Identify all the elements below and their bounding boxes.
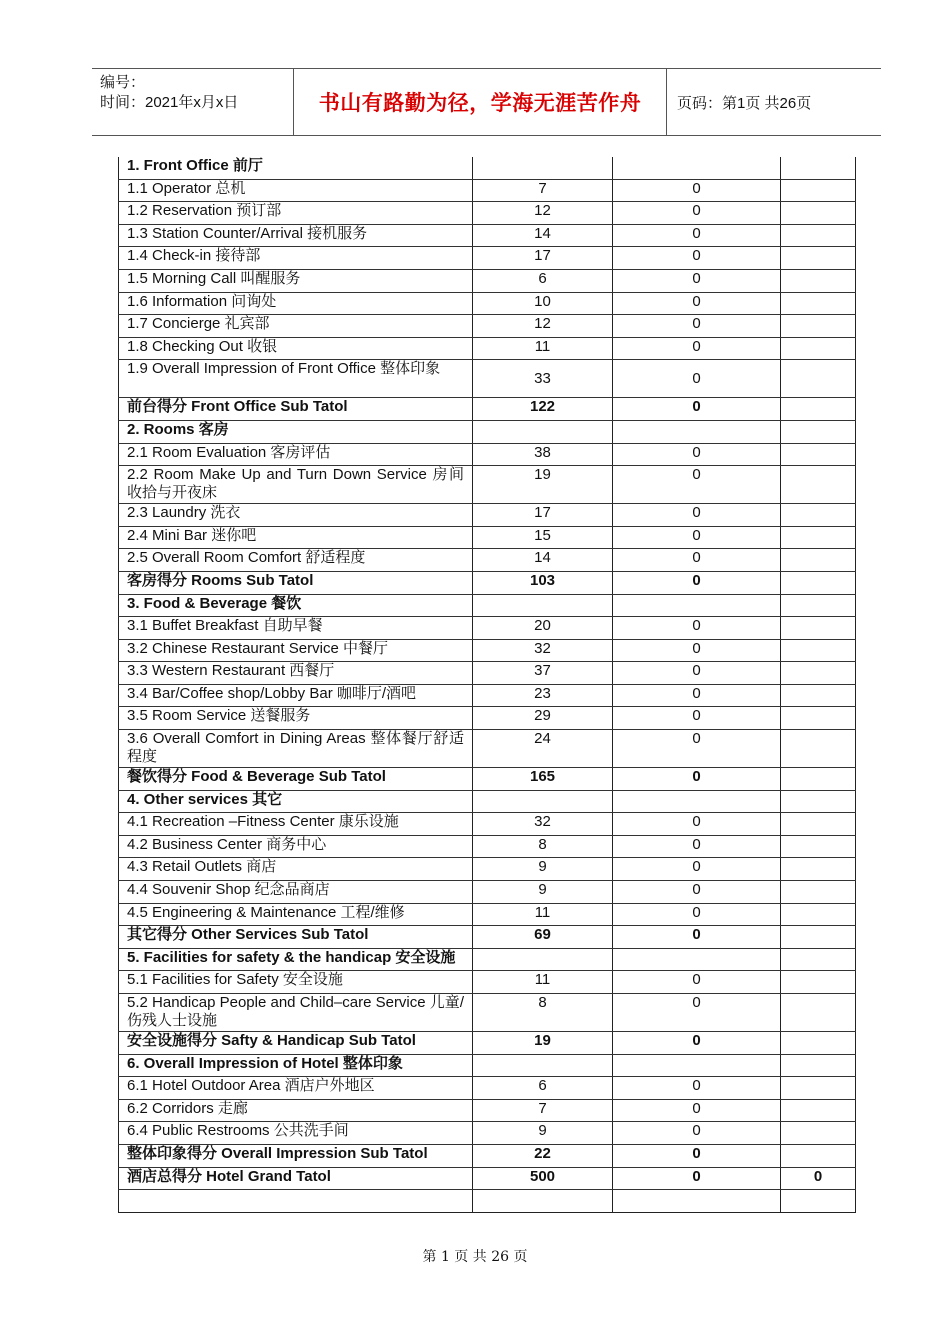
row-extra (781, 594, 856, 617)
table-row (119, 768, 856, 791)
row-actual-score: 0 (613, 398, 781, 421)
row-actual-score: 0 (613, 315, 781, 338)
row-description: 5.2 Handicap People and Child–care Service 儿童/伤残人士设施 (119, 994, 473, 1032)
table-row (119, 1190, 856, 1213)
table-row (119, 1144, 856, 1167)
row-max-score: 7 (473, 1099, 613, 1122)
table-row (119, 247, 856, 270)
table-row (119, 1122, 856, 1145)
row-extra (781, 549, 856, 572)
row-description: 1.3 Station Counter/Arrival 接机服务 (119, 224, 473, 247)
table-row (119, 179, 856, 202)
table-row (119, 730, 856, 768)
row-extra (781, 903, 856, 926)
row-extra (781, 768, 856, 791)
row-max-score: 24 (473, 730, 613, 768)
row-description: 1.9 Overall Impression of Front Office 整体印象 (119, 360, 473, 398)
row-max-score: 7 (473, 179, 613, 202)
row-actual-score: 0 (613, 571, 781, 594)
table-row (119, 858, 856, 881)
row-actual-score: 0 (613, 881, 781, 904)
row-extra (781, 1032, 856, 1055)
row-actual-score: 0 (613, 1167, 781, 1190)
row-description: 2.4 Mini Bar 迷你吧 (119, 526, 473, 549)
row-description: 整体印象得分 Overall Impression Sub Tatol (119, 1144, 473, 1167)
row-extra (781, 835, 856, 858)
header-meta (92, 69, 293, 135)
header-page-info: 页码：第1页 共26页 (677, 94, 812, 112)
table-row (119, 571, 856, 594)
row-max-score (473, 1190, 613, 1213)
row-extra (781, 420, 856, 443)
row-max-score (473, 420, 613, 443)
row-description: 1.2 Reservation 预订部 (119, 202, 473, 225)
table-row (119, 157, 856, 179)
row-max-score: 500 (473, 1167, 613, 1190)
row-actual-score: 0 (613, 202, 781, 225)
table-row (119, 813, 856, 836)
row-description: 3.4 Bar/Coffee shop/Lobby Bar 咖啡厅/酒吧 (119, 684, 473, 707)
row-max-score: 103 (473, 571, 613, 594)
table-row (119, 790, 856, 813)
row-extra (781, 526, 856, 549)
table-row (119, 420, 856, 443)
row-actual-score: 0 (613, 1144, 781, 1167)
row-extra (781, 858, 856, 881)
row-max-score: 33 (473, 360, 613, 398)
row-actual-score: 0 (613, 684, 781, 707)
table-row (119, 639, 856, 662)
table-row (119, 1167, 856, 1190)
row-actual-score: 0 (613, 813, 781, 836)
table-row (119, 881, 856, 904)
row-actual-score: 0 (613, 617, 781, 640)
table-row (119, 971, 856, 994)
row-actual-score: 0 (613, 858, 781, 881)
table-row (119, 292, 856, 315)
row-extra (781, 948, 856, 971)
row-actual-score: 0 (613, 768, 781, 791)
row-extra (781, 639, 856, 662)
row-max-score: 6 (473, 1077, 613, 1100)
table-row (119, 443, 856, 466)
row-actual-score: 0 (613, 662, 781, 685)
row-description: 6.2 Corridors 走廊 (119, 1099, 473, 1122)
row-actual-score: 0 (613, 1077, 781, 1100)
row-actual-score: 0 (613, 1032, 781, 1055)
row-actual-score: 0 (613, 971, 781, 994)
row-description: 1. Front Office 前厅 (119, 157, 473, 179)
row-extra (781, 971, 856, 994)
row-extra (781, 684, 856, 707)
row-max-score: 8 (473, 994, 613, 1032)
row-description: 客房得分 Rooms Sub Tatol (119, 571, 473, 594)
table-row (119, 926, 856, 949)
table-row (119, 466, 856, 504)
table-row (119, 269, 856, 292)
table-row (119, 526, 856, 549)
row-max-score: 15 (473, 526, 613, 549)
row-extra (781, 202, 856, 225)
table-row (119, 948, 856, 971)
row-actual-score: 0 (613, 337, 781, 360)
row-max-score (473, 948, 613, 971)
row-max-score: 20 (473, 617, 613, 640)
row-max-score: 69 (473, 926, 613, 949)
row-description: 2. Rooms 客房 (119, 420, 473, 443)
row-description: 1.8 Checking Out 收银 (119, 337, 473, 360)
row-max-score (473, 594, 613, 617)
row-max-score: 23 (473, 684, 613, 707)
row-actual-score (613, 1190, 781, 1213)
row-actual-score: 0 (613, 903, 781, 926)
row-actual-score: 0 (613, 526, 781, 549)
row-extra (781, 617, 856, 640)
row-description: 4.3 Retail Outlets 商店 (119, 858, 473, 881)
score-table-body (119, 157, 856, 1213)
row-actual-score: 0 (613, 292, 781, 315)
row-description (119, 1190, 473, 1213)
row-max-score: 9 (473, 858, 613, 881)
row-actual-score: 0 (613, 639, 781, 662)
row-description: 6.1 Hotel Outdoor Area 酒店户外地区 (119, 1077, 473, 1100)
row-actual-score: 0 (613, 360, 781, 398)
row-description: 前台得分 Front Office Sub Tatol (119, 398, 473, 421)
row-extra (781, 662, 856, 685)
table-row (119, 684, 856, 707)
row-description: 4. Other services 其它 (119, 790, 473, 813)
row-max-score (473, 790, 613, 813)
row-description: 5. Facilities for safety & the handicap 安全设施 (119, 948, 473, 971)
row-actual-score (613, 157, 781, 179)
row-extra (781, 1190, 856, 1213)
row-max-score: 22 (473, 1144, 613, 1167)
row-extra (781, 571, 856, 594)
row-actual-score: 0 (613, 730, 781, 768)
row-description: 1.1 Operator 总机 (119, 179, 473, 202)
row-max-score: 14 (473, 549, 613, 572)
header-motto: 书山有路勤为径，学海无涯苦作舟 (293, 69, 667, 135)
row-actual-score: 0 (613, 835, 781, 858)
table-row (119, 1077, 856, 1100)
row-extra (781, 247, 856, 270)
row-extra (781, 292, 856, 315)
row-description: 3.3 Western Restaurant 西餐厅 (119, 662, 473, 685)
row-extra (781, 443, 856, 466)
row-max-score: 19 (473, 1032, 613, 1055)
row-actual-score: 0 (613, 504, 781, 527)
row-extra (781, 707, 856, 730)
row-max-score: 32 (473, 813, 613, 836)
table-row (119, 337, 856, 360)
row-max-score: 11 (473, 337, 613, 360)
row-max-score: 32 (473, 639, 613, 662)
row-description: 2.2 Room Make Up and Turn Down Service 房间收拾与开夜床 (119, 466, 473, 504)
row-max-score: 19 (473, 466, 613, 504)
row-description: 1.5 Morning Call 叫醒服务 (119, 269, 473, 292)
row-description: 安全设施得分 Safty & Handicap Sub Tatol (119, 1032, 473, 1055)
row-max-score: 14 (473, 224, 613, 247)
row-description: 2.3 Laundry 洗衣 (119, 504, 473, 527)
row-extra (781, 1077, 856, 1100)
table-row (119, 504, 856, 527)
row-description: 6. Overall Impression of Hotel 整体印象 (119, 1054, 473, 1077)
row-extra (781, 790, 856, 813)
row-description: 3.1 Buffet Breakfast 自助早餐 (119, 617, 473, 640)
table-row (119, 1099, 856, 1122)
row-description: 1.6 Information 问询处 (119, 292, 473, 315)
table-row (119, 360, 856, 398)
row-description: 酒店总得分 Hotel Grand Tatol (119, 1167, 473, 1190)
row-actual-score (613, 594, 781, 617)
table-row (119, 594, 856, 617)
row-description: 3.2 Chinese Restaurant Service 中餐厅 (119, 639, 473, 662)
table-row (119, 903, 856, 926)
row-actual-score: 0 (613, 269, 781, 292)
row-max-score: 122 (473, 398, 613, 421)
row-description: 餐饮得分 Food & Beverage Sub Tatol (119, 768, 473, 791)
row-description: 3.6 Overall Comfort in Dining Areas 整体餐厅舒适程度 (119, 730, 473, 768)
score-table (118, 157, 856, 1213)
row-actual-score: 0 (613, 224, 781, 247)
row-extra: 0 (781, 1167, 856, 1190)
row-extra (781, 360, 856, 398)
row-description: 1.7 Concierge 礼宾部 (119, 315, 473, 338)
row-description: 4.4 Souvenir Shop 纪念品商店 (119, 881, 473, 904)
row-max-score: 12 (473, 315, 613, 338)
row-extra (781, 730, 856, 768)
doc-number-label: 编号： (100, 74, 146, 91)
row-extra (781, 466, 856, 504)
row-description: 4.1 Recreation –Fitness Center 康乐设施 (119, 813, 473, 836)
row-extra (781, 1099, 856, 1122)
row-description: 6.4 Public Restrooms 公共洗手间 (119, 1122, 473, 1145)
row-max-score: 17 (473, 504, 613, 527)
row-description: 4.5 Engineering & Maintenance 工程/维修 (119, 903, 473, 926)
row-description: 4.2 Business Center 商务中心 (119, 835, 473, 858)
row-max-score: 37 (473, 662, 613, 685)
row-extra (781, 1054, 856, 1077)
row-extra (781, 926, 856, 949)
page-footer: 第 1 页 共 26 页 (422, 1249, 528, 1265)
table-row (119, 835, 856, 858)
row-extra (781, 813, 856, 836)
date-label: 时间：2021年x月x日 (100, 94, 239, 111)
row-extra (781, 315, 856, 338)
row-max-score: 9 (473, 881, 613, 904)
row-description: 1.4 Check-in 接待部 (119, 247, 473, 270)
row-extra (781, 1122, 856, 1145)
row-actual-score: 0 (613, 926, 781, 949)
table-row (119, 1032, 856, 1055)
row-extra (781, 337, 856, 360)
row-actual-score: 0 (613, 466, 781, 504)
row-description: 2.5 Overall Room Comfort 舒适程度 (119, 549, 473, 572)
row-max-score: 6 (473, 269, 613, 292)
row-extra (781, 398, 856, 421)
row-actual-score: 0 (613, 994, 781, 1032)
row-extra (781, 504, 856, 527)
row-max-score: 11 (473, 903, 613, 926)
row-extra (781, 881, 856, 904)
row-extra (781, 224, 856, 247)
row-actual-score: 0 (613, 443, 781, 466)
table-row (119, 994, 856, 1032)
row-extra (781, 269, 856, 292)
table-row (119, 224, 856, 247)
row-max-score: 8 (473, 835, 613, 858)
row-description: 5.1 Facilities for Safety 安全设施 (119, 971, 473, 994)
row-actual-score (613, 790, 781, 813)
table-row (119, 617, 856, 640)
row-actual-score: 0 (613, 179, 781, 202)
row-max-score: 29 (473, 707, 613, 730)
table-row (119, 202, 856, 225)
row-description: 3. Food & Beverage 餐饮 (119, 594, 473, 617)
row-max-score: 38 (473, 443, 613, 466)
table-row (119, 315, 856, 338)
row-actual-score: 0 (613, 247, 781, 270)
row-max-score (473, 157, 613, 179)
row-max-score (473, 1054, 613, 1077)
table-row (119, 1054, 856, 1077)
table-row (119, 707, 856, 730)
row-actual-score: 0 (613, 549, 781, 572)
row-actual-score (613, 420, 781, 443)
row-description: 2.1 Room Evaluation 客房评估 (119, 443, 473, 466)
row-description: 3.5 Room Service 送餐服务 (119, 707, 473, 730)
row-max-score: 165 (473, 768, 613, 791)
row-max-score: 10 (473, 292, 613, 315)
row-actual-score (613, 948, 781, 971)
row-max-score: 9 (473, 1122, 613, 1145)
table-row (119, 398, 856, 421)
row-extra (781, 1144, 856, 1167)
row-max-score: 12 (473, 202, 613, 225)
row-max-score: 11 (473, 971, 613, 994)
row-extra (781, 994, 856, 1032)
row-max-score: 17 (473, 247, 613, 270)
row-extra (781, 179, 856, 202)
row-actual-score (613, 1054, 781, 1077)
row-actual-score: 0 (613, 1122, 781, 1145)
table-row (119, 662, 856, 685)
page-header (92, 68, 881, 136)
row-actual-score: 0 (613, 707, 781, 730)
row-description: 其它得分 Other Services Sub Tatol (119, 926, 473, 949)
row-extra (781, 157, 856, 179)
table-row (119, 549, 856, 572)
row-actual-score: 0 (613, 1099, 781, 1122)
